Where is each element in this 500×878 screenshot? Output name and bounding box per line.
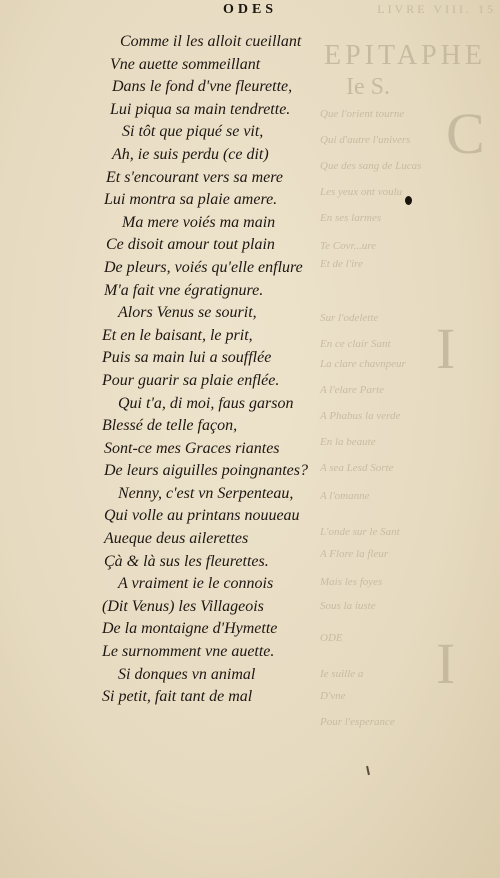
verse-line: M'a fait vne égratignure. bbox=[104, 281, 264, 299]
bleed-line: Ie suille a bbox=[320, 668, 364, 680]
bleed-line: Sur l'odelette bbox=[320, 312, 379, 324]
running-head bbox=[0, 2, 500, 18]
bleed-line: Te Covr...ure bbox=[320, 240, 377, 252]
verse-line: Qui volle au printans nouueau bbox=[104, 507, 300, 525]
bleed-line: A l'elare Parte bbox=[320, 384, 385, 396]
verse-line: Lui montra sa plaie amere. bbox=[104, 191, 278, 209]
page-title: ODES bbox=[222, 2, 278, 17]
ink-mark bbox=[366, 766, 370, 775]
verse-line: Si petit, fait tant de mal bbox=[102, 688, 253, 706]
bleed-line: Sous la iuste bbox=[320, 600, 376, 612]
bleed-line: Que l'orient tourne bbox=[320, 108, 405, 120]
bleed-initial: C bbox=[446, 101, 485, 166]
verse-line: Pour guarir sa plaie enflée. bbox=[102, 371, 280, 389]
bleed-line: A Flore la fleur bbox=[320, 548, 389, 560]
bleed-line: D'vne bbox=[320, 690, 346, 702]
ink-blot bbox=[405, 196, 412, 205]
bleed-line: Mais les foyes bbox=[320, 576, 383, 588]
bleed-line: Et de l'ire bbox=[320, 258, 363, 270]
verse-line: Ma mere voiés ma main bbox=[122, 213, 276, 231]
verse-line: Le surnomment vne auette. bbox=[102, 643, 275, 661]
verse-line: A vraiment ie le connois bbox=[118, 575, 274, 593]
verse-line: Lui piqua sa main tendrette. bbox=[110, 100, 291, 118]
bleed-line: La clare chavnpeur bbox=[320, 358, 406, 370]
verse-line: Çà & là sus les fleurettes. bbox=[104, 552, 269, 570]
bleed-subtitle: Ie S. bbox=[346, 74, 390, 100]
verse-line: De pleurs, voiés qu'elle enflure bbox=[104, 258, 303, 276]
verse-line: Qui t'a, di moi, faus garson bbox=[118, 394, 294, 412]
bleed-title: EPITAPHE bbox=[324, 40, 486, 71]
verse-line: De la montaigne d'Hymette bbox=[102, 620, 278, 638]
bleed-initial: I bbox=[436, 631, 456, 696]
verse-line: Si donques vn animal bbox=[118, 665, 256, 683]
bleed-line: Les yeux ont voulu bbox=[320, 186, 403, 198]
bleed-initial: I bbox=[436, 316, 456, 381]
bleed-line: Qui d'autre l'univers bbox=[320, 134, 411, 146]
bleed-line: L'onde sur le Sant bbox=[320, 526, 400, 538]
verse-line: De leurs aiguilles poingnantes? bbox=[104, 462, 308, 480]
verse-line: Blessé de telle façon, bbox=[102, 417, 238, 435]
verse-line: Puis sa main lui a soufflée bbox=[102, 349, 272, 367]
verse-line: Vne auette sommeillant bbox=[110, 55, 261, 73]
bleed-line: ODE bbox=[320, 632, 343, 644]
verse-line: Et en le baisant, le prit, bbox=[102, 326, 253, 344]
bleed-line: Que des sang de Lucas bbox=[320, 160, 422, 172]
verse-line: Aueque deus ailerettes bbox=[104, 530, 249, 548]
verse-line: Ah, ie suis perdu (ce dit) bbox=[112, 145, 269, 163]
verse-line: Nenny, c'est vn Serpenteau, bbox=[118, 484, 294, 502]
bleed-line: A Phabus la verde bbox=[320, 410, 401, 422]
verse-line: Si tôt que piqué se vit, bbox=[122, 123, 264, 141]
verse-line: Alors Venus se sourit, bbox=[118, 304, 257, 322]
verse-line: (Dit Venus) les Villageois bbox=[102, 597, 264, 615]
poem-body bbox=[0, 31, 500, 709]
verse-line: Comme il les alloit cueillant bbox=[120, 33, 302, 50]
verse-line: Dans le fond d'vne fleurette, bbox=[112, 78, 293, 96]
bleed-running-head: LIVRE VIII. 15 bbox=[377, 2, 496, 16]
bleed-line: En ce clair Sant bbox=[320, 338, 391, 350]
verse-line: Ce disoit amour tout plain bbox=[106, 236, 275, 254]
bleed-line: A l'omanne bbox=[320, 490, 370, 502]
bleed-line: En ses larmes bbox=[320, 212, 382, 224]
bleed-line: En la beaute bbox=[320, 436, 376, 448]
bleed-line: A sea Lesd Sorte bbox=[320, 462, 394, 474]
verse-line: Et s'encourant vers sa mere bbox=[106, 168, 284, 186]
verse-line: Sont-ce mes Graces riantes bbox=[104, 439, 280, 457]
bleed-line: Pour l'esperance bbox=[320, 716, 395, 728]
